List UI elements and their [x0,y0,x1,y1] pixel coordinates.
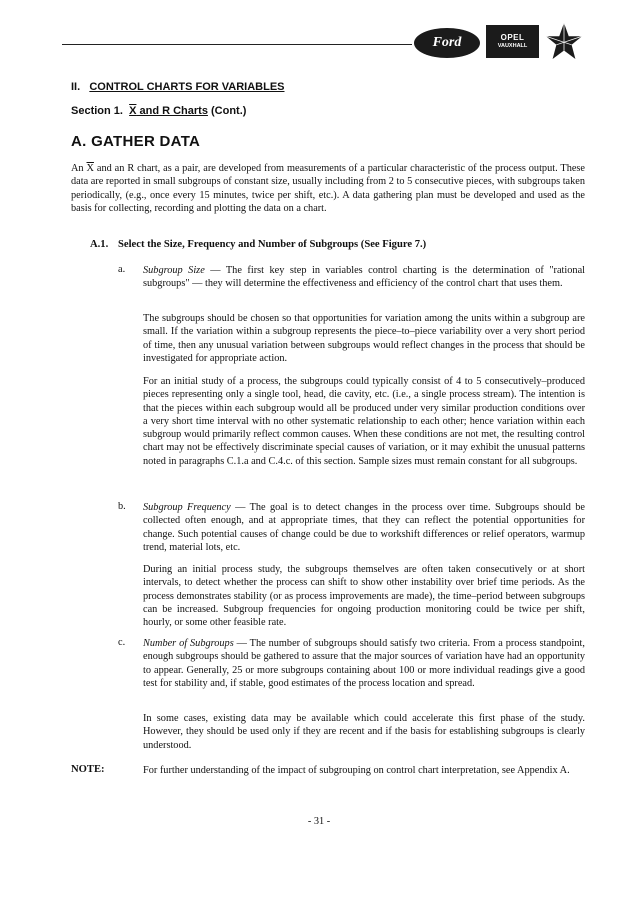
opel-vauxhall-logo [486,25,539,58]
section-heading-prefix: II. [71,81,81,93]
opel-logo-text: OPEL [500,32,525,42]
a1-number: A.1. [90,239,109,250]
subsection-heading-x: X [129,105,137,117]
item-a-label: a. [118,264,126,275]
note-text: For further understanding of the impact of subgrouping on control chart interpretation, see Appendix A. [143,765,570,776]
section-heading [71,81,285,93]
subsection-heading-title: and R Charts [136,105,208,117]
item-a-paragraph-2: The subgroups should be chosen so that opportunities for variation among the units within a subgroup are small. If the variation within a subgroup represents the piece–to–piece variability over a very short period of time, then any unusual variation between subgroups would reflect changes in the process that should be investigated for appropriate action. [143,313,585,364]
item-c-label: c. [118,637,126,648]
subsection-heading-prefix: Section 1. [71,105,123,117]
item-a-paragraph [143,264,585,291]
subsection-heading-suffix: (Cont.) [207,105,247,117]
item-c-text: — The number of subgroups should satisfy two criteria. From a process standpoint, enough subgroups should be gathered to assure that the major sources of variation have had an opportunity to appear. Generally, 25 or more subgroups containing about 100 or more individual readings give a good test for stability and, if stable, good estimates of the process location and spread. [143,638,585,689]
intro-part2: and an R chart, as a pair, are developed from measurements of a particular characteristic of the process output. These data are reported in small subgroups of constant size, usually including from 2 to 5 consecutive pieces, with subgroups taken periodically, (e.g., once every 15 minutes, twice per shift, etc.). A data gathering plan must be developed and used as the basis for collecting, recording and plotting the data on a chart. [71,163,585,214]
intro-x: $\overline{X}$ [86,163,94,174]
vauxhall-logo-text: VAUXHALL [497,43,528,50]
item-b-label: b. [118,501,126,512]
item-c-paragraph-2: In some cases, existing data may be available which could accelerate this first phase of the study. However, they should be used only if they are recent and if the basis for establishing subgroups is clearly understood. [143,713,585,751]
item-b-paragraph [143,501,585,554]
item-c-paragraph [143,637,585,690]
item-b-text: — The goal is to detect changes in the process over time. Subgroups should be collected often enough, and at appropriate times, that they can reflect the potential opportunities for change. Such potential causes of change could be due to workshift differences or relief operators, warmup trend, material lots, etc. [143,502,585,553]
page-title: A. GATHER DATA [71,133,201,150]
chrysler-pentastar-icon [545,22,583,60]
item-a-term: Subgroup Size [143,265,205,276]
subsection-a1-heading [90,239,585,250]
page-number: - 31 - [307,816,331,827]
ford-logo-text: Ford [432,35,462,50]
note-label: NOTE: [71,764,105,775]
ford-logo [414,28,480,58]
item-a-paragraph-3: For an initial study of a process, the subgroups could typically consist of 4 to 5 consecutively–produced pieces representing only a single tool, head, die cavity, etc. (i.e., a single process stream). The intention is that the pieces within each subgroup would all be produced under very similar production conditions over a very short time interval with no other systematic relationship to each other; hence variation within each subgroup would primarily reflect common causes. When these conditions are not met, the resulting control chart may not be effectively discriminate special causes of variation, or it may exhibit the unusual patterns noted in paragraphs C.1.a and C.4.c. of this section. Sample sizes must remain constant for all subgroups. [143,376,585,467]
header-rule [62,44,412,45]
item-a-text: — The first key step in variables control charting is the determination of "rational subgroups" — they will determine the effectiveness and efficiency of the control chart that uses them. [143,265,585,290]
intro-paragraph [71,162,585,215]
item-b-paragraph-2: During an initial process study, the subgroups themselves are often taken consecutively or at short intervals, to detect whether the process can shift to show other instability over brief time periods. As the process demonstrates stability (or as process improvements are made), the time–period between subgroups can be increased. Subgroup frequencies for ongoing production monitoring could be twice per shift, hourly, or some other feasible rate. [143,564,585,629]
section-heading-title: CONTROL CHARTS FOR VARIABLES [89,81,285,93]
intro-part1: An [71,163,87,174]
a1-title: Select the Size, Frequency and Number of Subgroups (See Figure 7.) [118,239,427,250]
item-c-term: Number of Subgroups [143,638,234,649]
item-b-term: Subgroup Frequency [143,502,231,513]
subsection-heading [71,105,246,117]
